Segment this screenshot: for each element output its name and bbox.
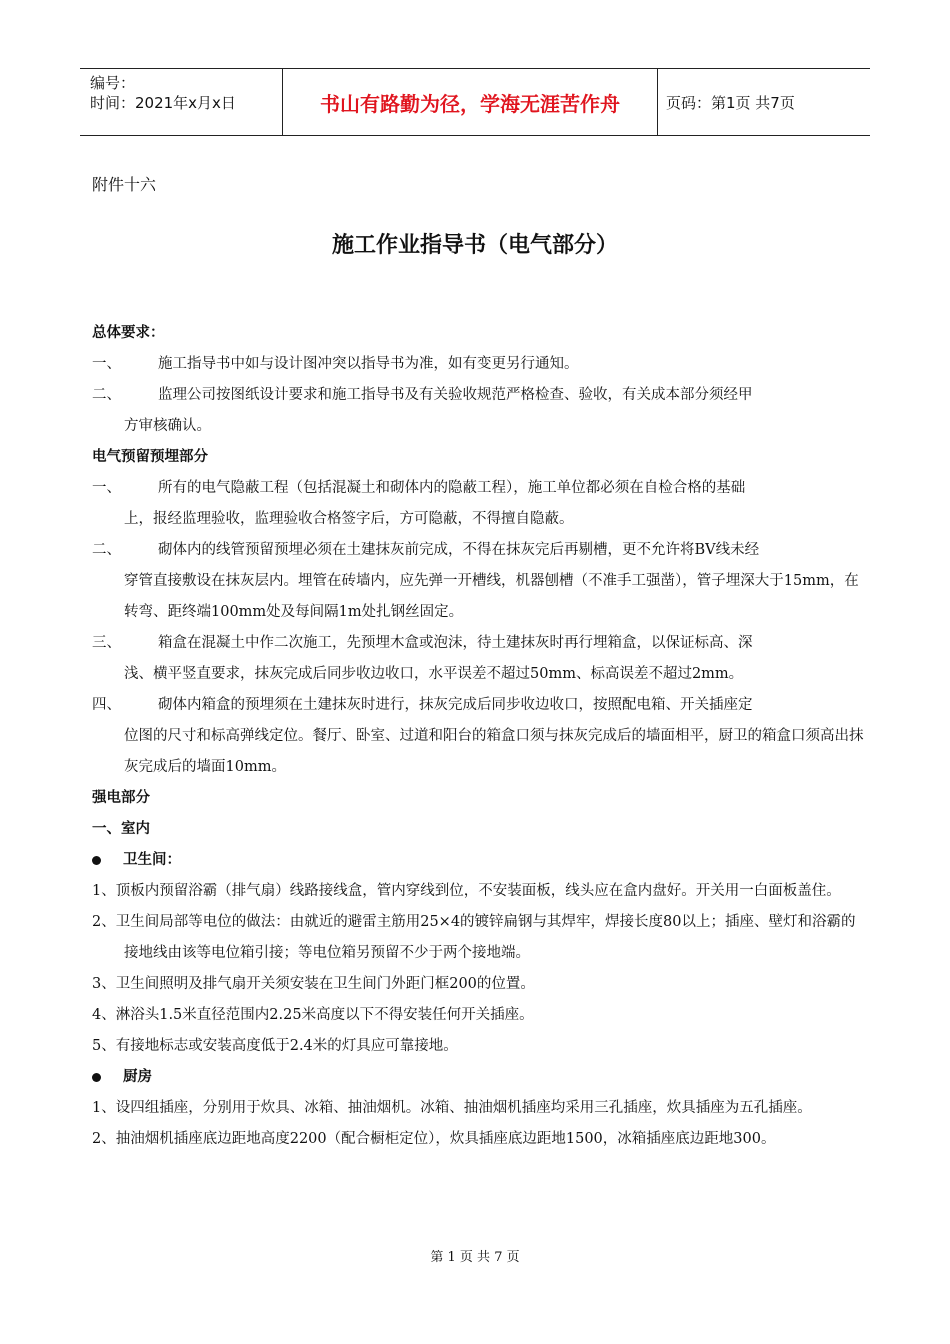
general-item [92,380,866,442]
item-continuation: 方审核确认。 [124,418,211,434]
section-heading-embed: 电气预留预埋部分 [92,449,208,465]
embed-item [92,473,866,535]
header-meta [80,69,282,135]
item-number: 二、 [92,387,121,403]
embed-item [92,628,866,690]
general-item [92,349,866,380]
kitchen-heading [92,1062,866,1093]
item-number: 四、 [92,697,121,713]
bathroom-item: 5、有接地标志或安装高度低于2.4米的灯具应可靠接地。 [92,1038,458,1054]
document-body [92,318,866,1155]
bullet-icon [92,1073,101,1082]
item-text: 所有的电气隐蔽工程（包括混凝土和砌体内的隐蔽工程），施工单位都必须在自检合格的基础 [158,480,746,496]
item-continuation: 浅、横平竖直要求，抹灰完成后同步收边收口，水平误差不超过50mm、标高误差不超过2mm。 [124,666,744,682]
item-continuation: 上，报经监理验收，监理验收合格签字后，方可隐蔽，不得擅自隐蔽。 [124,511,574,527]
embed-item [92,535,866,628]
bathroom-item: 4、淋浴头1.5米直径范围内2.25米高度以下不得安装任何开关插座。 [92,1007,534,1023]
section-heading-strong: 强电部分 [92,790,150,806]
bathroom-item: 3、卫生间照明及排气扇开关须安装在卫生间门外距门框200的位置。 [92,976,535,992]
item-text: 施工指导书中如与设计图冲突以指导书为准，如有变更另行通知。 [158,356,579,372]
time-label: 时间：2021年x月x日 [90,94,236,112]
document-title: 施工作业指导书（电气部分） [331,233,618,258]
item-continuation: 穿管直接敷设在抹灰层内。埋管在砖墙内，应先弹一开槽线，机器刨槽（不准手工强凿），管子埋深大于15mm，在转弯、距终端100mm处及每间隔1m处扎钢丝固定。 [124,573,859,620]
item-number: 二、 [92,542,121,558]
item-continuation: 位图的尺寸和标高弹线定位。餐厅、卧室、过道和阳台的箱盒口须与抹灰完成后的墙面相平，厨卫的箱盒口须高出抹灰完成后的墙面10mm。 [124,728,864,775]
header-motto: 书山有路勤为径，学海无涯苦作舟 [282,69,658,135]
page-footer: 第 1 页 共 7 页 [430,1250,520,1265]
bathroom-item: 2、卫生间局部等电位的做法：由就近的避雷主筋用25×4的镀锌扁钢与其焊牢，焊接长度80以上；插座、壁灯和浴霸的接地线由该等电位箱引接；等电位箱另预留不少于两个接地端。 [92,914,856,961]
bullet-icon [92,856,101,865]
item-text: 砌体内的线管预留预埋必须在土建抹灰前完成，不得在抹灰完后再剔槽，更不允许将BV线未经 [158,542,760,558]
bathroom-item: 1、顶板内预留浴霸（排气扇）线路接线盒，管内穿线到位，不安装面板，线头应在盒内盘好。开关用一白面板盖住。 [92,883,841,899]
number-label: 编号： [90,74,136,92]
page-header [80,68,870,136]
item-number: 一、 [92,480,121,496]
kitchen-label: 厨房 [123,1069,152,1085]
subsection-heading-indoor: 一、室内 [92,821,150,837]
kitchen-item: 2、抽油烟机插座底边距地高度2200（配合橱柜定位），炊具插座底边距地1500，冰箱插座底边距地300。 [92,1131,776,1147]
bathroom-label: 卫生间： [123,852,181,868]
embed-item [92,690,866,783]
item-text: 箱盒在混凝土中作二次施工，先预埋木盒或泡沫，待土建抹灰时再行埋箱盒，以保证标高、深 [158,635,753,651]
header-page-label: 页码：第1页 共7页 [666,93,795,112]
item-number: 一、 [92,356,121,372]
section-heading-general: 总体要求： [92,325,165,341]
attachment-label: 附件十六 [92,175,157,194]
item-number: 三、 [92,635,121,651]
bathroom-heading [92,845,866,876]
kitchen-item: 1、设四组插座，分别用于炊具、冰箱、抽油烟机。冰箱、抽油烟机插座均采用三孔插座，炊具插座为五孔插座。 [92,1100,812,1116]
item-text: 砌体内箱盒的预埋须在土建抹灰时进行，抹灰完成后同步收边收口，按照配电箱、开关插座定 [158,697,753,713]
item-text: 监理公司按图纸设计要求和施工指导书及有关验收规范严格检查、验收，有关成本部分须经甲 [158,387,753,403]
